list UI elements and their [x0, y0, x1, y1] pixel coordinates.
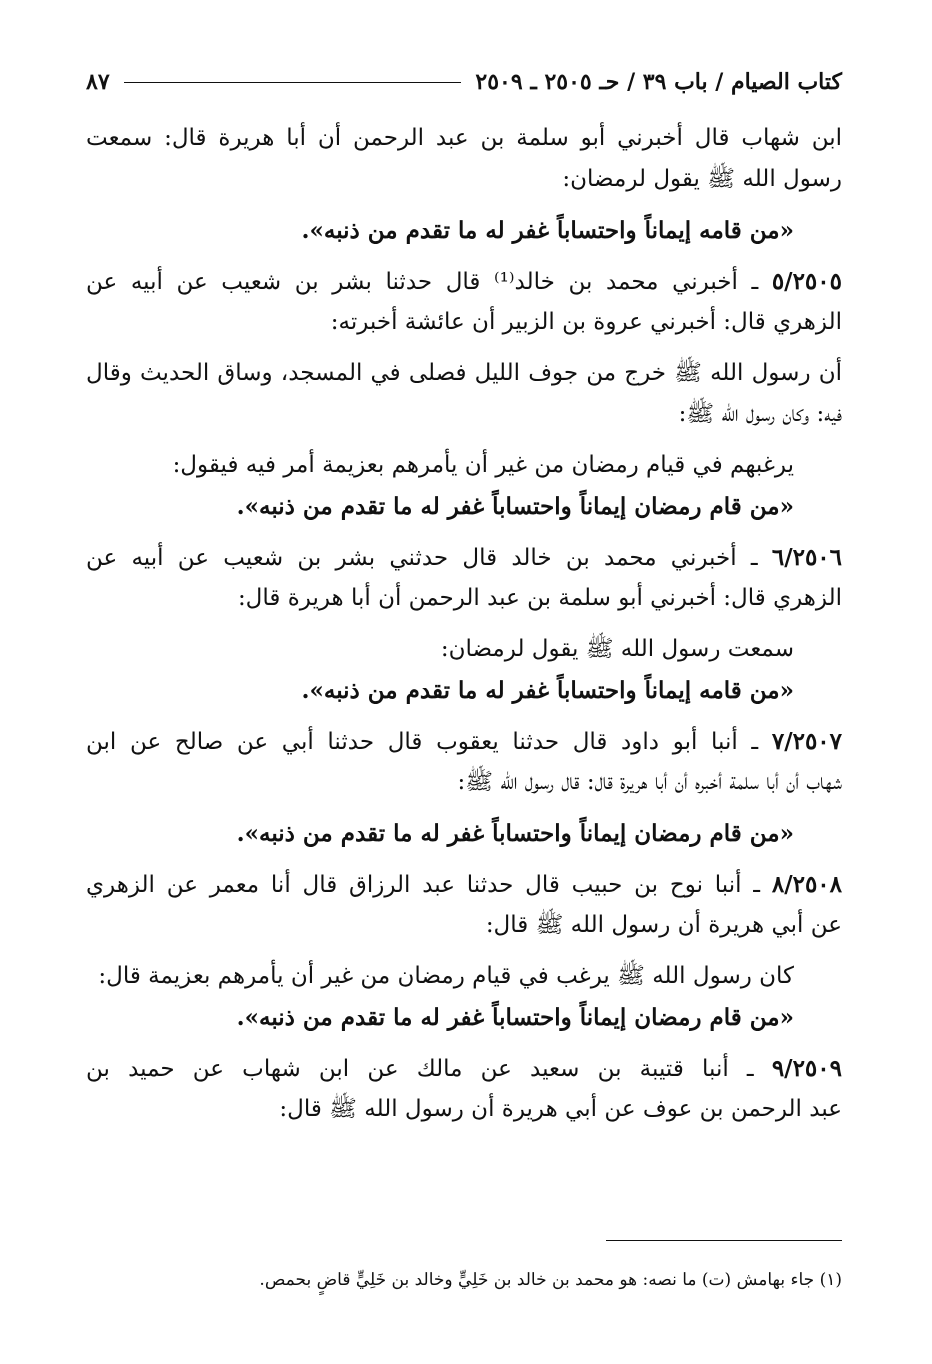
text-span: ـ أخبرني محمد بن خالد⁽¹⁾ قال حدثنا بشر بن شعيب عن أبيه عن — [86, 269, 759, 295]
text-span: ـ أنبا قتيبة بن سعيد عن مالك عن ابن شهاب عن حميد بن — [86, 1056, 754, 1082]
running-header — [86, 62, 842, 102]
hadith-quote: «من قام رمضان إيماناً واحتساباً غفر له ما تقدم من ذنبه». — [236, 820, 794, 847]
text-line: الزهري قال: أخبرني أبو سلمة بن عبد الرحمن أن أبا هريرة قال: — [237, 585, 842, 611]
chapter-title: كتاب الصيام / باب ٣٩ / حـ ٢٥٠٥ ـ ٢٥٠٩ — [475, 69, 842, 95]
text-span: ـ أنبا أبو داود قال حدثنا يعقوب قال حدثنا أبي عن صالح عن ابن — [86, 729, 759, 755]
hadith-number: ٥/٢٥٠٥ — [771, 268, 842, 295]
text-line: رسول الله ﷺ يقول لرمضان: — [562, 166, 842, 192]
hadith-number: ٦/٢٥٠٦ — [771, 544, 842, 571]
text-line: سمعت رسول الله ﷺ يقول لرمضان: — [440, 636, 794, 662]
hadith-number: ٧/٢٥٠٧ — [771, 728, 842, 755]
text-line: كان رسول الله ﷺ يرغب في قيام رمضان من غير أن يأمرهم بعزيمة قال: — [98, 963, 794, 989]
hadith-entry-line — [86, 721, 842, 762]
hadith-quote: «من قامه إيماناً واحتساباً غفر له ما تقدم من ذنبه». — [301, 677, 794, 704]
text-line: أن رسول الله ﷺ خرج من جوف الليل فصلى في المسجد، وساق الحديث وقال — [86, 360, 842, 386]
text-line: الزهري قال: أخبرني عروة بن الزبير أن عائشة أخبرته: — [330, 309, 842, 335]
text-span: ـ أنبا نوح بن حبيب قال حدثنا عبد الرزاق قال أنا معمر عن الزهري — [86, 872, 761, 898]
text-line: يرغبهم في قيام رمضان من غير أن يأمرهم بعزيمة أمر فيه فيقول: — [172, 452, 794, 478]
footnote: (١) جاء بهامش (ت) ما نصه: هو محمد بن خالد بن خَلِيٍّ وخالد بن خَلِيٍّ قاضٍ بحمص. — [259, 1270, 842, 1290]
page-number: ٨٧ — [86, 69, 110, 95]
text-line: فيه: وكان رسول الله ﷺ: — [678, 401, 842, 427]
hadith-entry-line — [86, 1048, 842, 1089]
hadith-entry-line — [86, 864, 842, 905]
hadith-quote: «من قام رمضان إيماناً واحتساباً غفر له ما تقدم من ذنبه». — [236, 1004, 794, 1031]
text-line: ابن شهاب قال أخبرني أبو سلمة بن عبد الرحمن أن أبا هريرة قال: سمعت — [86, 125, 842, 151]
text-span: ـ أخبرني محمد بن خالد قال حدثني بشر بن شعيب عن أبيه عن — [86, 545, 758, 571]
header-rule — [124, 82, 462, 83]
page-body — [86, 118, 842, 1130]
text-line: عبد الرحمن بن عوف عن أبي هريرة أن رسول الله ﷺ قال: — [279, 1096, 842, 1122]
hadith-quote: «من قام رمضان إيماناً واحتساباً غفر له ما تقدم من ذنبه». — [236, 493, 794, 520]
hadith-entry-line — [86, 261, 842, 302]
hadith-quote: «من قامه إيماناً واحتساباً غفر له ما تقدم من ذنبه». — [301, 217, 794, 244]
text-line: عن أبي هريرة أن رسول الله ﷺ قال: — [485, 912, 842, 938]
footnote-rule — [606, 1240, 842, 1241]
text-line: شهاب أن أبا سلمة أخبره أن أبا هريرة قال: قال رسول الله ﷺ: — [457, 769, 842, 795]
hadith-number: ٨/٢٥٠٨ — [771, 871, 842, 898]
hadith-entry-line — [86, 537, 842, 578]
hadith-number: ٩/٢٥٠٩ — [771, 1055, 842, 1082]
